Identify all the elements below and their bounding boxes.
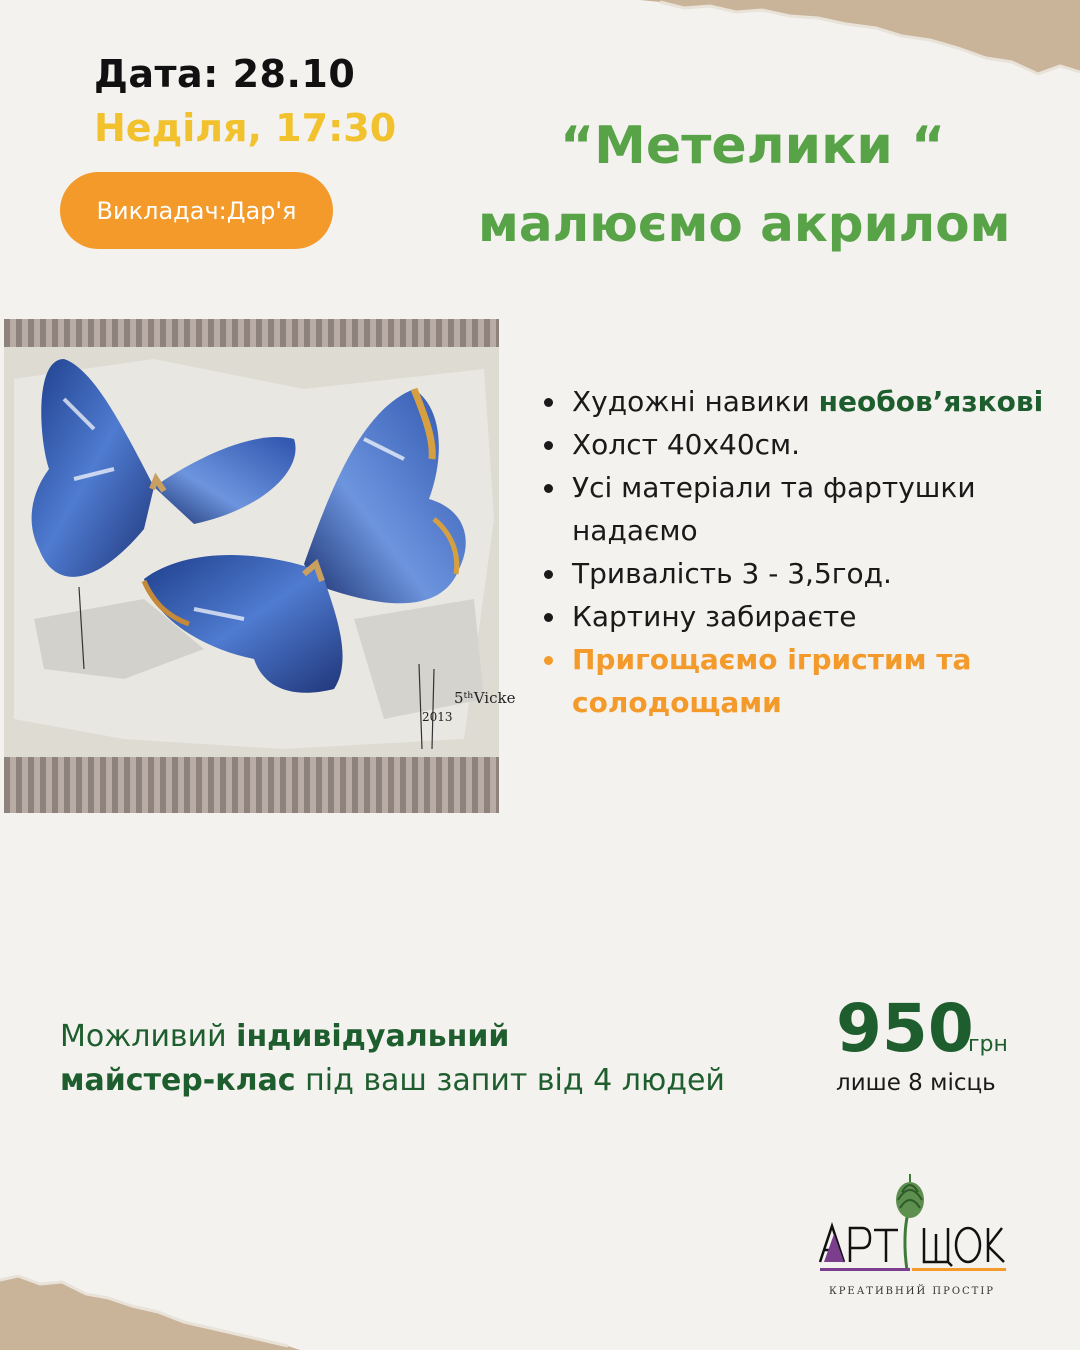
seats-available: лише 8 місць bbox=[836, 1070, 996, 1096]
list-item-treats: Пригощаємо ігристим та солодощами bbox=[540, 638, 1075, 724]
list-item: Художні навики необов’язкові bbox=[540, 380, 1075, 423]
butterfly-painting bbox=[4, 319, 516, 813]
list-item: Усі матеріали та фартушки надаємо bbox=[540, 466, 1075, 552]
torn-paper-bottom-left bbox=[0, 1272, 300, 1350]
teacher-label: Викладач:Дар'я bbox=[96, 196, 297, 225]
event-day-time: Неділя, 17:30 bbox=[94, 106, 397, 150]
list-item: Тривалість 3 - 3,5год. bbox=[540, 552, 1075, 595]
price-currency: грн bbox=[968, 1032, 1008, 1057]
features-list bbox=[540, 380, 1075, 724]
list-item: Картину забираєте bbox=[540, 595, 1075, 638]
painting-signature: 5ᵗʰVicke bbox=[454, 689, 516, 707]
teacher-badge bbox=[60, 172, 333, 249]
individual-class-note: Можливий індивідуальний майстер-клас під ваш запит від 4 людей bbox=[60, 1019, 725, 1098]
list-item: Холст 40х40см. bbox=[540, 423, 1075, 466]
artichoke-icon bbox=[896, 1174, 924, 1270]
price-value: 950 bbox=[836, 990, 974, 1067]
workshop-subtitle: малюємо акрилом bbox=[478, 195, 1011, 253]
painting-year: 2013 bbox=[422, 710, 453, 724]
brand-tagline: КРЕАТИВНИЙ ПРОСТІР bbox=[828, 1286, 996, 1297]
workshop-title: “Метелики “ bbox=[560, 116, 946, 176]
highlight-text: необов’язкові bbox=[818, 385, 1044, 418]
event-date: Дата: 28.10 bbox=[94, 52, 356, 96]
brand-wordmark bbox=[820, 1226, 1006, 1271]
torn-paper-top-right bbox=[640, 0, 1080, 80]
artishok-logo bbox=[812, 1170, 1012, 1305]
